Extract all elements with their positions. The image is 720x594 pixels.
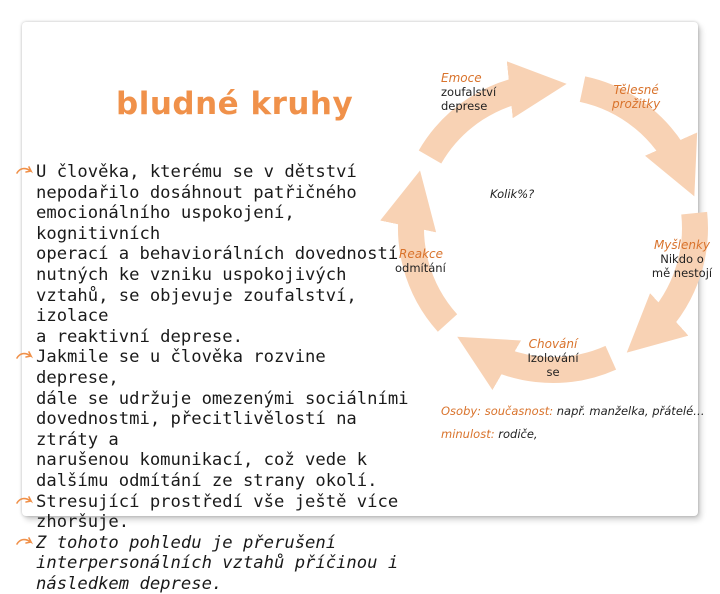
note-osoby	[441, 404, 705, 418]
node-telesne-label2: prožitky	[612, 97, 661, 111]
node-reakce-text1: odmítání	[395, 261, 446, 275]
bullet-line: Stresující prostředí vše ještě více	[36, 491, 399, 512]
node-emoce-text1: zoufalství	[441, 85, 497, 99]
node-emoce-text2: deprese	[441, 99, 488, 113]
bullet-line: operací a behaviorálních dovedností	[36, 244, 399, 265]
bullet-arrow-icon	[16, 162, 34, 182]
cycle-ring	[411, 87, 695, 370]
node-reakce-label: Reakce	[399, 247, 444, 261]
node-chovani	[523, 337, 583, 379]
node-myslenky-text1: Nikdo o	[660, 252, 704, 266]
node-emoce-label: Emoce	[441, 71, 482, 85]
node-telesne-label1: Tělesné	[613, 83, 659, 97]
note-osoby-value: např. manželka, přátelé…	[556, 404, 705, 418]
bullet-line: a reaktivní deprese.	[36, 326, 243, 347]
bullet-arrow-icon	[16, 492, 34, 512]
bullet-arrow-icon	[16, 533, 34, 553]
note-minulost-key: minulost:	[441, 427, 495, 441]
node-myslenky	[645, 238, 719, 280]
bullet-line: Jakmile se u člověka rozvine deprese,	[36, 347, 326, 388]
bullet-item	[16, 533, 416, 594]
bullet-item	[16, 347, 416, 491]
bullet-list	[16, 162, 416, 594]
bullet-item	[16, 162, 416, 347]
bullet-line: dovednostmi, přecitlivělostí na ztráty a	[36, 409, 357, 450]
node-emoce	[441, 71, 496, 113]
bullet-line: Z tohoto pohledu je přerušení	[36, 532, 337, 553]
bullet-line: dalšímu odmítání ze strany okolí.	[36, 470, 378, 491]
node-chovani-text1: Izolování	[527, 351, 579, 365]
note-minulost-value: rodiče,	[498, 427, 538, 441]
note-minulost	[441, 427, 538, 441]
bullet-text	[36, 162, 416, 347]
bullet-line: zhoršuje.	[36, 512, 130, 533]
node-chovani-label: Chování	[528, 337, 578, 351]
node-chovani-text2: se	[546, 365, 560, 379]
bullet-line: emocionálního uspokojení, kognitivních	[36, 203, 295, 244]
bullet-line: U člověka, kterému se v dětství	[36, 162, 357, 182]
bullet-line: nutných ke vzniku uspokojivých	[36, 264, 347, 285]
bullet-arrow-icon	[16, 347, 34, 367]
bullet-line: nepodařilo dosáhnout patřičného	[36, 182, 357, 203]
node-reakce	[395, 247, 446, 275]
bullet-text	[36, 533, 416, 594]
bullet-item	[16, 492, 416, 533]
bullet-line: narušenou komunikací, což vede k	[36, 450, 368, 471]
node-myslenky-text2: mě nestojí	[651, 266, 713, 280]
bullet-line: dále se udržuje omezenými sociálními	[36, 388, 409, 409]
cycle-center-text: Kolik%?	[490, 187, 535, 201]
bullet-text	[36, 347, 416, 491]
bullet-line: interpersonálních vztahů příčinou i	[36, 553, 399, 574]
bullet-line: vztahů, se objevuje zoufalství, izolace	[36, 285, 357, 327]
node-myslenky-label: Myšlenky	[653, 238, 711, 252]
node-telesne	[612, 83, 660, 111]
slide-title: bludné kruhy	[116, 86, 354, 122]
note-osoby-key: Osoby: současnost:	[441, 404, 554, 418]
bullet-line: následkem deprese.	[36, 573, 223, 594]
bullet-text	[36, 492, 416, 533]
